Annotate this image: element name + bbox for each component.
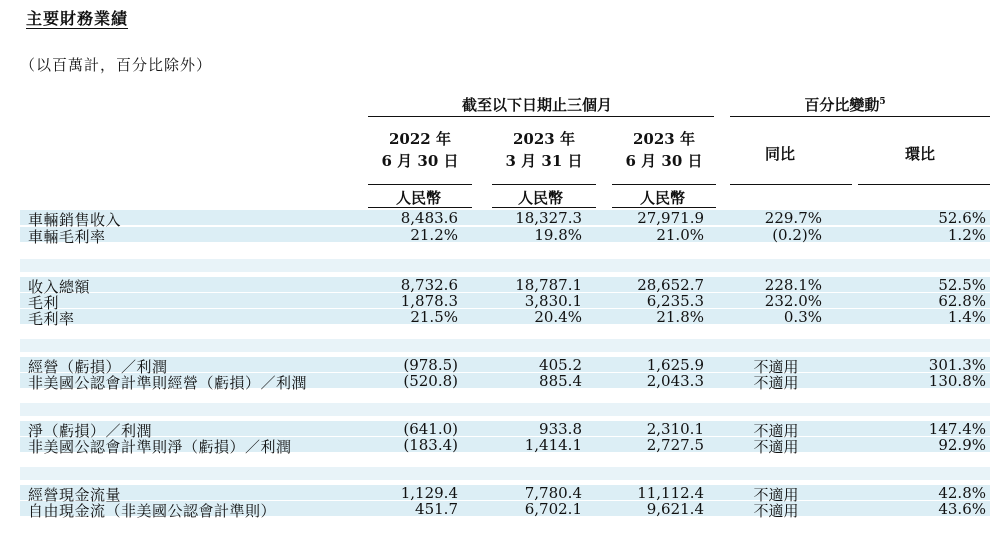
row-label: 毛利 xyxy=(28,294,60,312)
column-header-date: 3 月 31 日 xyxy=(505,152,583,170)
currency-label: 人民幣 xyxy=(518,189,564,207)
value-cell: 21.5% xyxy=(410,308,458,326)
column-underline xyxy=(492,184,596,185)
column-header-qoq: 環比 xyxy=(904,145,935,163)
page-subtitle: （以百萬計，百分比除外） xyxy=(20,56,213,74)
value-cell: 2,727.5 xyxy=(646,436,704,454)
value-cell: 92.9% xyxy=(938,436,986,454)
column-underline xyxy=(858,184,990,185)
value-cell: (978.5) xyxy=(403,356,458,374)
value-cell: 229.7% xyxy=(764,209,822,227)
table-row xyxy=(0,500,1000,520)
value-cell: 7,780.4 xyxy=(524,484,582,502)
value-cell: 1,625.9 xyxy=(646,356,704,374)
value-cell: 18,787.1 xyxy=(515,276,582,294)
currency-underline xyxy=(368,207,472,208)
group-underline-right xyxy=(730,116,990,117)
value-cell: (0.2)% xyxy=(772,226,822,244)
column-header-year: 2022 年 xyxy=(389,130,451,148)
value-cell: (520.8) xyxy=(403,372,458,390)
value-cell: 405.2 xyxy=(539,356,582,374)
value-cell: 1,878.3 xyxy=(400,292,458,310)
row-label: 自由現金流（非美國公認會計準則） xyxy=(28,502,277,520)
value-cell: 130.8% xyxy=(928,372,986,390)
value-cell: 11,112.4 xyxy=(637,484,704,502)
value-cell: 228.1% xyxy=(764,276,822,294)
value-cell: 21.0% xyxy=(656,226,704,244)
table-row xyxy=(0,308,1000,328)
row-gap-band xyxy=(20,259,990,272)
value-cell: 933.8 xyxy=(539,420,582,438)
table-row xyxy=(0,372,1000,392)
row-label: 經營現金流量 xyxy=(28,486,122,504)
group-header-percent-change xyxy=(780,94,910,115)
value-cell: 不適用 xyxy=(753,502,799,520)
row-label: 經營（虧損）／利潤 xyxy=(28,358,168,376)
currency-underline xyxy=(492,207,596,208)
value-cell: 147.4% xyxy=(928,420,986,438)
value-cell: 451.7 xyxy=(415,500,458,518)
column-header-year: 2023 年 xyxy=(513,130,575,148)
value-cell: 19.8% xyxy=(534,226,582,244)
value-cell: 42.8% xyxy=(938,484,986,502)
value-cell: 18,327.3 xyxy=(515,209,582,227)
value-cell: 6,235.3 xyxy=(646,292,704,310)
column-header-2023-03-31 xyxy=(492,128,596,172)
row-label: 非美國公認會計準則淨（虧損）／利潤 xyxy=(28,438,292,456)
value-cell: 27,971.9 xyxy=(637,209,704,227)
value-cell: 52.6% xyxy=(938,209,986,227)
column-header-2022-06-30 xyxy=(368,128,472,172)
column-header-year: 2023 年 xyxy=(633,130,695,148)
table-row xyxy=(0,436,1000,456)
value-cell: (183.4) xyxy=(403,436,458,454)
value-cell: (641.0) xyxy=(403,420,458,438)
column-underline xyxy=(368,184,472,185)
value-cell: 2,043.3 xyxy=(646,372,704,390)
group-header-percent-change-label: 百分比變動 xyxy=(804,96,880,114)
value-cell: 1.2% xyxy=(947,226,986,244)
table-row xyxy=(0,226,1000,246)
row-label: 毛利率 xyxy=(28,310,75,328)
value-cell: 1,129.4 xyxy=(400,484,458,502)
value-cell: 43.6% xyxy=(938,500,986,518)
value-cell: 不適用 xyxy=(753,438,799,456)
row-gap-band xyxy=(20,339,990,352)
value-cell: 6,702.1 xyxy=(524,500,582,518)
value-cell: 52.5% xyxy=(938,276,986,294)
row-label: 收入總額 xyxy=(28,278,91,296)
row-gap-band xyxy=(20,403,990,416)
value-cell: 885.4 xyxy=(539,372,582,390)
column-underline xyxy=(730,184,852,185)
row-label: 非美國公認會計準則經營（虧損）／利潤 xyxy=(28,374,308,392)
value-cell: 8,483.6 xyxy=(400,209,458,227)
value-cell: 28,652.7 xyxy=(637,276,704,294)
column-header-date: 6 月 30 日 xyxy=(625,152,703,170)
column-header-date: 6 月 30 日 xyxy=(381,152,459,170)
column-header-2023-06-30 xyxy=(612,128,716,172)
value-cell: 20.4% xyxy=(534,308,582,326)
column-underline xyxy=(612,184,716,185)
currency-label: 人民幣 xyxy=(396,189,442,207)
value-cell: 8,732.6 xyxy=(400,276,458,294)
value-cell: 不適用 xyxy=(753,358,799,376)
value-cell: 2,310.1 xyxy=(646,420,704,438)
column-header-yoy: 同比 xyxy=(764,145,795,163)
value-cell: 不適用 xyxy=(753,486,799,504)
row-label: 淨（虧損）／利潤 xyxy=(28,422,153,440)
row-gap-band xyxy=(20,467,990,480)
currency-underline xyxy=(612,207,716,208)
group-header-three-months: 截至以下日期止三個月 xyxy=(461,96,612,114)
value-cell: 9,621.4 xyxy=(646,500,704,518)
row-label: 車輛毛利率 xyxy=(28,228,106,246)
group-underline-left xyxy=(368,116,714,117)
page-title: 主要財務業績 xyxy=(26,9,129,28)
value-cell: 不適用 xyxy=(753,374,799,392)
value-cell: 3,830.1 xyxy=(524,292,582,310)
value-cell: 不適用 xyxy=(753,422,799,440)
value-cell: 1,414.1 xyxy=(524,436,582,454)
value-cell: 21.2% xyxy=(410,226,458,244)
value-cell: 232.0% xyxy=(764,292,822,310)
value-cell: 62.8% xyxy=(938,292,986,310)
value-cell: 21.8% xyxy=(656,308,704,326)
row-label: 車輛銷售收入 xyxy=(28,211,122,229)
currency-label: 人民幣 xyxy=(640,189,686,207)
value-cell: 1.4% xyxy=(947,308,986,326)
footnote-marker: 5 xyxy=(879,97,886,107)
value-cell: 0.3% xyxy=(783,308,822,326)
value-cell: 301.3% xyxy=(928,356,986,374)
